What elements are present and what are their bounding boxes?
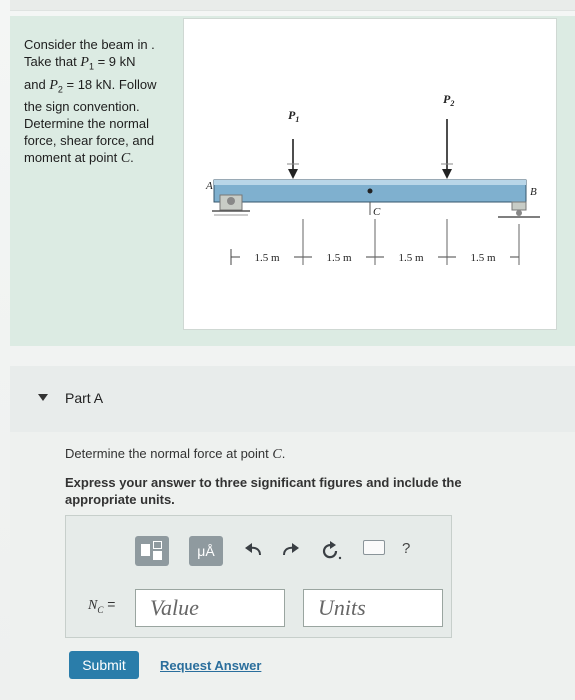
beam-diagram	[184, 19, 556, 329]
support-b	[512, 202, 526, 210]
pin-a	[227, 197, 235, 205]
roller-b	[516, 210, 522, 216]
units-input[interactable]: Units	[303, 589, 443, 627]
part-a-body	[10, 432, 575, 700]
redo-icon[interactable]	[277, 538, 303, 564]
part-a-header[interactable]	[10, 366, 575, 432]
beam-figure	[183, 18, 557, 330]
reset-icon[interactable]	[317, 538, 343, 564]
dim-label-0: 1.5 m	[254, 252, 280, 264]
undo-icon[interactable]	[241, 538, 267, 564]
label-a: A	[206, 180, 213, 192]
label-p1: $P_1$	[288, 108, 300, 124]
problem-statement	[24, 36, 184, 167]
answer-instructions: Express your answer to three significant figures and include the appropriate units.	[65, 475, 462, 507]
p1-arrow-head	[288, 169, 298, 179]
beam-highlight	[214, 180, 526, 185]
p2-arrow-head	[442, 169, 452, 179]
label-c: C	[373, 206, 381, 218]
dim-label-2: 1.5 m	[398, 252, 424, 264]
problem-line-5: Determine the normal	[24, 116, 149, 132]
problem-panel	[10, 16, 575, 346]
templates-icon[interactable]	[135, 536, 169, 566]
help-icon[interactable]: ?	[402, 540, 411, 557]
nc-label: $N_C$ =	[88, 596, 116, 615]
top-strip	[10, 0, 575, 11]
dim-label-1: 1.5 m	[326, 252, 352, 264]
problem-line-1: Consider the beam in .	[24, 37, 155, 52]
request-answer-link[interactable]: Request Answer	[160, 658, 262, 673]
problem-line-4: the sign convention.	[24, 99, 140, 115]
dim-label-3: 1.5 m	[470, 252, 496, 264]
label-p2: $P_2$	[443, 92, 455, 108]
units-icon[interactable]: μÅ	[189, 536, 223, 566]
problem-line-6: force, shear force, and	[24, 133, 155, 149]
question-text: Determine the normal force at point C.	[65, 446, 286, 462]
value-input[interactable]: Value	[135, 589, 285, 627]
keyboard-icon[interactable]	[363, 540, 385, 555]
label-b: B	[530, 186, 537, 198]
problem-line-7: moment at point C.	[24, 150, 134, 167]
point-c	[368, 189, 373, 194]
part-title: Part A	[65, 390, 104, 406]
problem-line-3: and $P_2 = 18$ kN. Follow	[24, 76, 157, 95]
submit-button[interactable]: Submit	[69, 651, 139, 679]
problem-line-2: Take that $P_1 = 9$ kN	[24, 54, 136, 72]
caret-down-icon[interactable]	[38, 394, 48, 401]
answer-box	[65, 515, 452, 638]
